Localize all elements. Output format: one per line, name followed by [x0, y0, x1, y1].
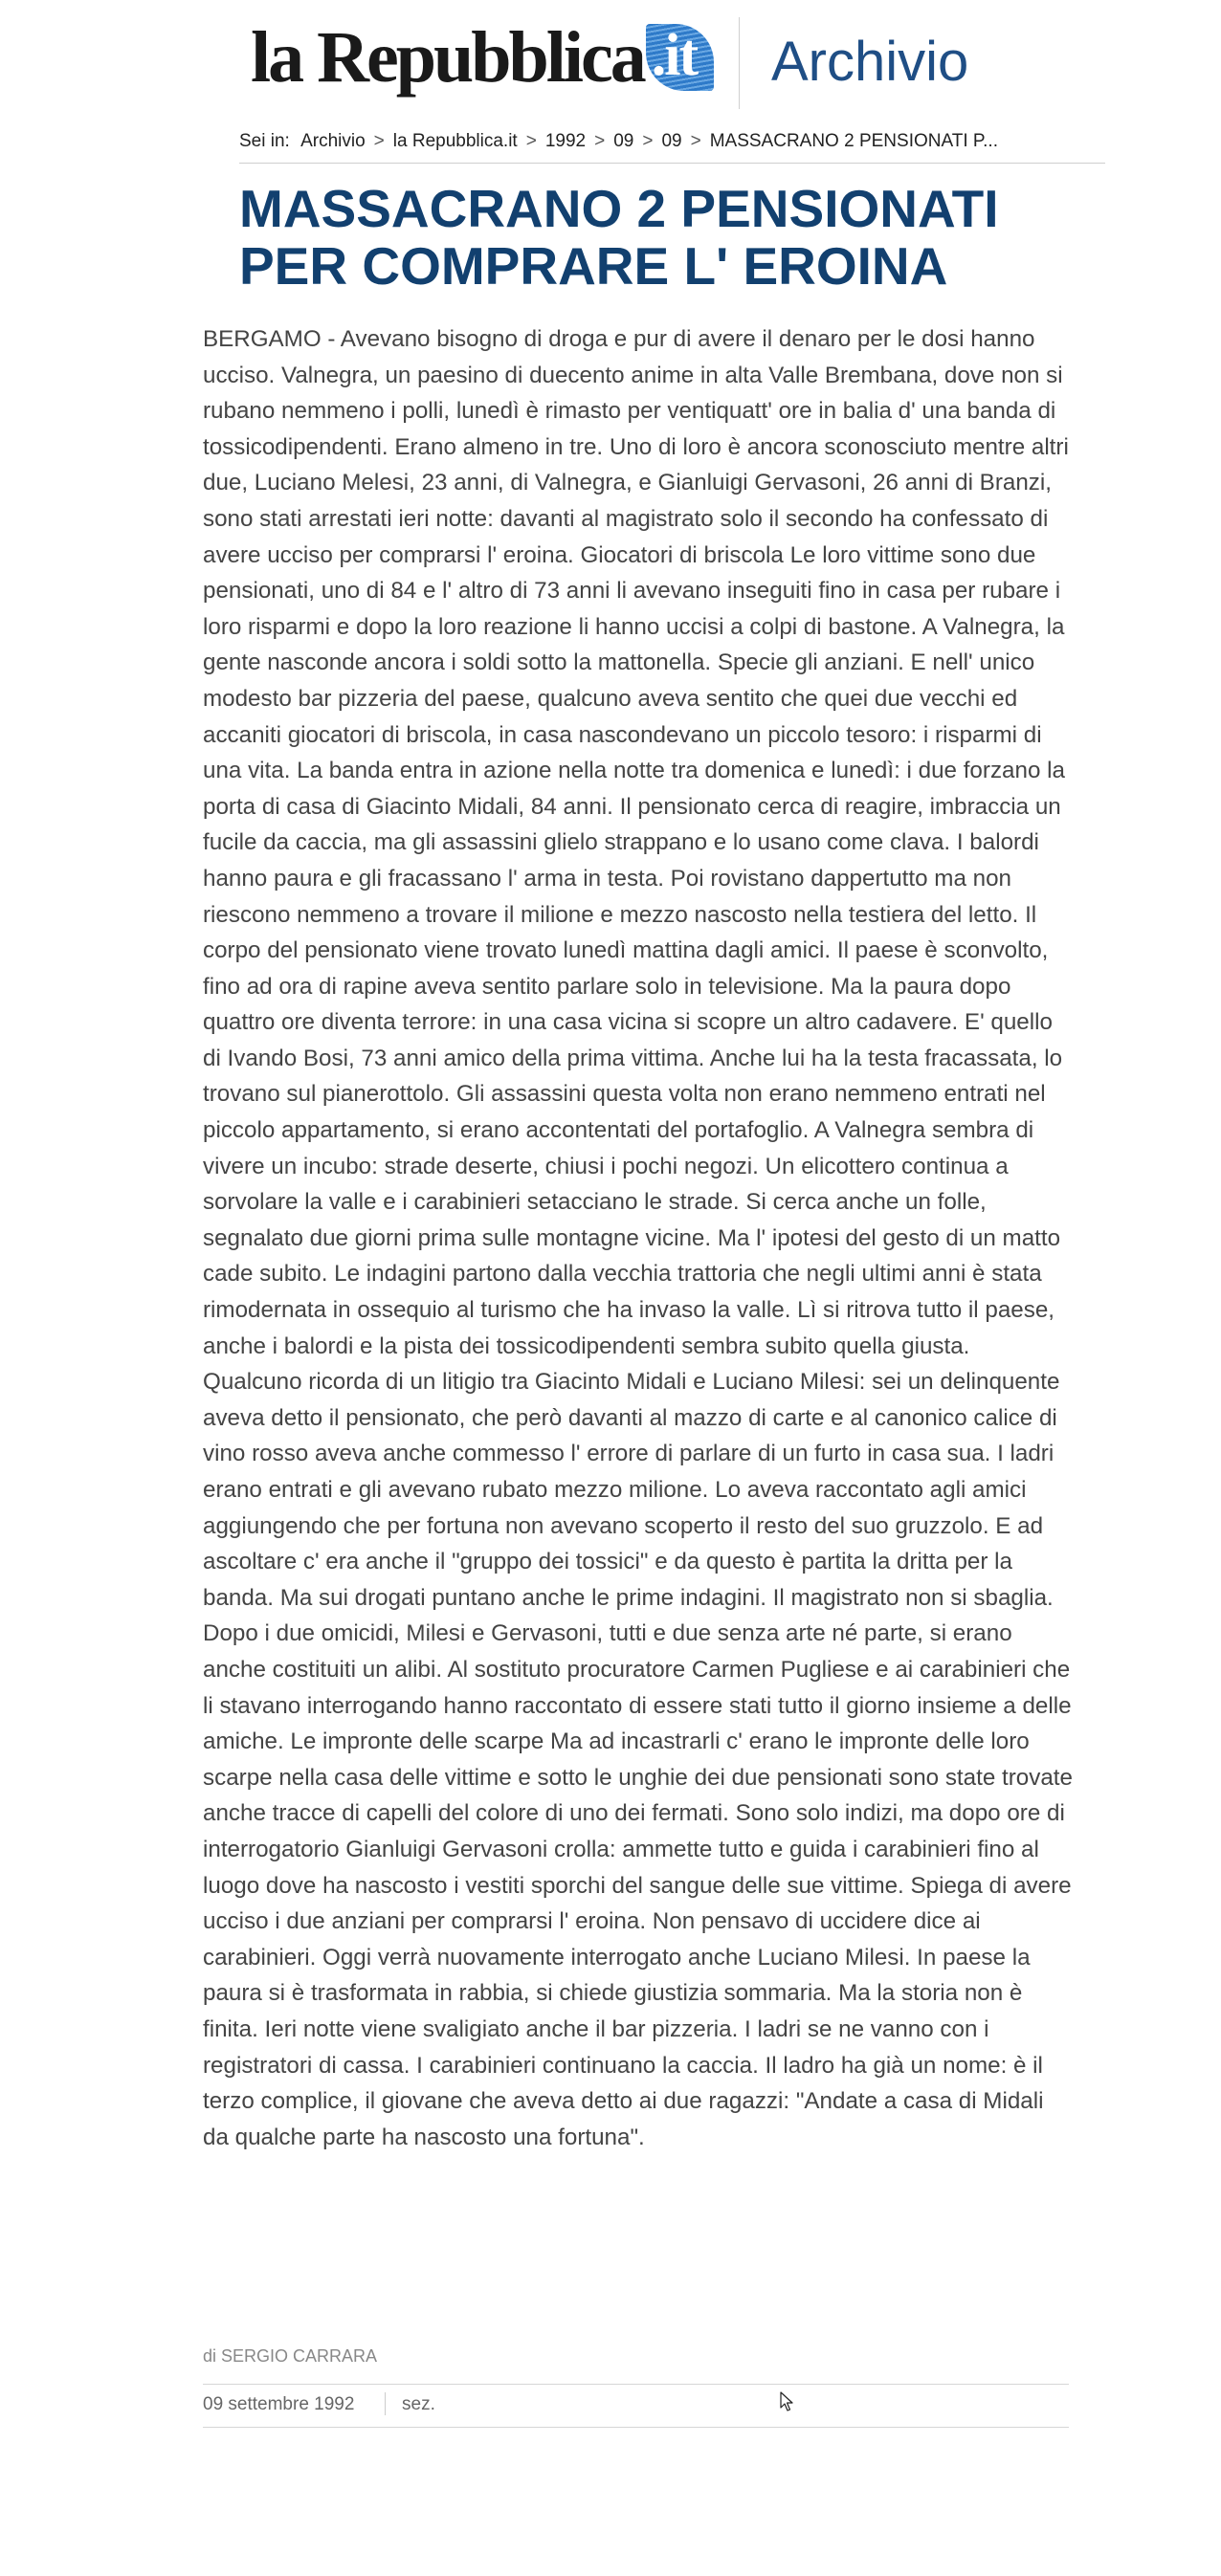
- article-byline: di SERGIO CARRARA: [203, 2346, 378, 2366]
- footer-divider-bottom: [203, 2427, 1069, 2428]
- footer-divider-top: [203, 2384, 1069, 2385]
- breadcrumb-separator: >: [373, 131, 385, 151]
- article-title-line-1: MASSACRANO 2 PENSIONATI: [239, 179, 999, 238]
- breadcrumb-item-archivio[interactable]: Archivio: [300, 131, 366, 151]
- site-header: [251, 13, 1112, 109]
- breadcrumb-item-month[interactable]: 09: [613, 131, 634, 151]
- site-logo[interactable]: [251, 13, 714, 101]
- mouse-cursor-icon: [780, 2391, 795, 2412]
- breadcrumb-item-year[interactable]: 1992: [544, 131, 587, 151]
- breadcrumb-item-repubblica[interactable]: la Repubblica.it: [392, 131, 518, 151]
- logo-wordmark: la Repubblica: [251, 17, 644, 98]
- breadcrumb-separator: >: [690, 131, 701, 151]
- breadcrumb-item-day[interactable]: 09: [661, 131, 682, 151]
- breadcrumb-item-current: MASSACRANO 2 PENSIONATI P...: [709, 131, 998, 151]
- breadcrumb-separator: >: [594, 131, 606, 151]
- footer-separator: [385, 2392, 386, 2415]
- breadcrumb: [239, 131, 1105, 152]
- header-divider: [739, 17, 740, 109]
- article-title: [239, 180, 1100, 295]
- article-section: sez.: [402, 2394, 435, 2414]
- article-body: BERGAMO - Avevano bisogno di droga e pur di avere il denaro per le dosi hanno ucciso. Valnegra, un paesino di duecento anime in alta Valle Brembana, dove non si rubano nemmeno i polli, lunedì è rimasto per ventiquatt' ore in balia d' una banda di tossicodipendenti. Erano almeno in tre. Uno di loro è ancora sconosciuto mentre altri due, Luciano Melesi, 23 anni, di Valnegra, e Gianluigi Gervasoni, 26 anni di Branzi, sono stati arrestati ieri notte: davanti al magistrato solo il secondo ha confessato di avere ucciso per comprarsi l' eroina. Giocatori di briscola Le loro vittime sono due pensionati, uno di 84 e l' altro di 73 anni li avevano inseguiti fino in casa per rubare i loro risparmi e dopo la loro reazione li hanno uccisi a colpi di bastone. A Valnegra, la gente nasconde ancora i soldi sotto la mattonella. Specie gli anziani. E nell' unico modesto bar pizzeria del paese, qualcuno aveva sentito che quei due vecchi ed accaniti giocatori di briscola, in casa nascondevano un piccolo tesoro: i risparmi di una vita. La banda entra in azione nella notte tra domenica e lunedì: i due forzano la porta di casa di Giacinto Midali, 84 anni. Il pensionato cerca di reagire, imbraccia un fucile da caccia, ma gli assassini glielo strappano e lo usano come clava. I balordi hanno paura e gli fracassano l' arma in testa. Poi rovistano dappertutto ma non riescono nemmeno a trovare il milione e mezzo nascosto nella testiera del letto. Il corpo del pensionato viene trovato lunedì mattina dagli amici. Il paese è sconvolto, fino ad ora di rapine aveva sentito parlare solo in televisione. Ma la paura dopo quattro ore diventa terrore: in una casa vicina si scopre un altro cadavere. E' quello di Ivando Bosi, 73 anni amico della prima vittima. Anche lui ha la testa fracassata, lo trovano sul pianerottolo. Gli assassini questa volta non erano nemmeno entrati nel piccolo appartamento, si erano accontentati del portafoglio. A Valnegra sembra di vivere un incubo: strade deserte, chiusi i pochi negozi. Un elicottero continua a sorvolare la valle e i carabinieri setacciano le strade. Si cerca anche un folle, segnalato due giorni prima sulle montagne vicine. Ma l' ipotesi del gesto di un matto cade subito. Le indagini partono dalla vecchia trattoria che negli ultimi anni è stata rimodernata in ossequio al turismo che ha invaso la valle. Lì si ritrova tutto il paese, anche i balordi e la pista dei tossicodipendenti sembra subito quella giusta. Qualcuno ricorda di un litigio tra Giacinto Midali e Luciano Milesi: sei un delinquente aveva detto il pensionato, che però davanti al mazzo di carte e al canonico calice di vino rosso aveva anche commesso l' errore di parlare di un furto in casa sua. I ladri erano entrati e gli avevano rubato mezzo milione. Lo aveva raccontato agli amici aggiungendo che per fortuna non avevano scoperto il resto del suo gruzzolo. E ad ascoltare c' era anche il "gruppo dei tossici" e da questo è partita la dritta per la banda. Ma sui drogati puntano anche le prime indagini. Il magistrato non si sbaglia. Dopo i due omicidi, Milesi e Gervasoni, tutti e due senza arte né parte, si erano anche costituiti un alibi. Al sostituto procuratore Carmen Pugliese e ai carabinieri che li stavano interrogando hanno raccontato di essere stati tutto il giorno insieme a delle amiche. Le impronte delle scarpe Ma ad incastrarli c' erano le impronte delle loro scarpe nella casa delle vittime e sotto le unghie dei due pensionati sono state trovate anche tracce di capelli del colore di uno dei fermati. Sono solo indizi, ma dopo ore di interrogatorio Gianluigi Gervasoni crolla: ammette tutto e guida i carabinieri fino al luogo dove ha nascosto i vestiti sporchi del sangue delle sue vittime. Spiega di avere ucciso i due anziani per comprarsi l' eroina. Non pensavo di uccidere dice ai carabinieri. Oggi verrà nuovamente interrogato anche Luciano Milesi. In paese la paura si è trasformata in rabbia, si chiede giustizia sommaria. Ma la storia non è finita. Ieri notte viene svaligiato anche il bar pizzeria. I ladri se ne vanno con i registratori di cassa. I carabinieri continuano la caccia. Il ladro ha già un nome: è il terzo complice, il giovane che aveva detto ai due ragazzi: "Andate a casa di Midali da qualche parte ha nascosto una fortuna".: [203, 326, 1073, 2150]
- article-date: 09 settembre 1992: [203, 2394, 355, 2414]
- breadcrumb-prefix: Sei in:: [239, 131, 290, 151]
- breadcrumb-separator: >: [642, 131, 654, 151]
- breadcrumb-divider: [239, 163, 1105, 164]
- logo-suffix: .it: [646, 24, 714, 91]
- breadcrumb-separator: >: [525, 131, 537, 151]
- article-title-line-2: PER COMPRARE L' EROINA: [239, 236, 948, 296]
- section-title[interactable]: Archivio: [771, 31, 969, 93]
